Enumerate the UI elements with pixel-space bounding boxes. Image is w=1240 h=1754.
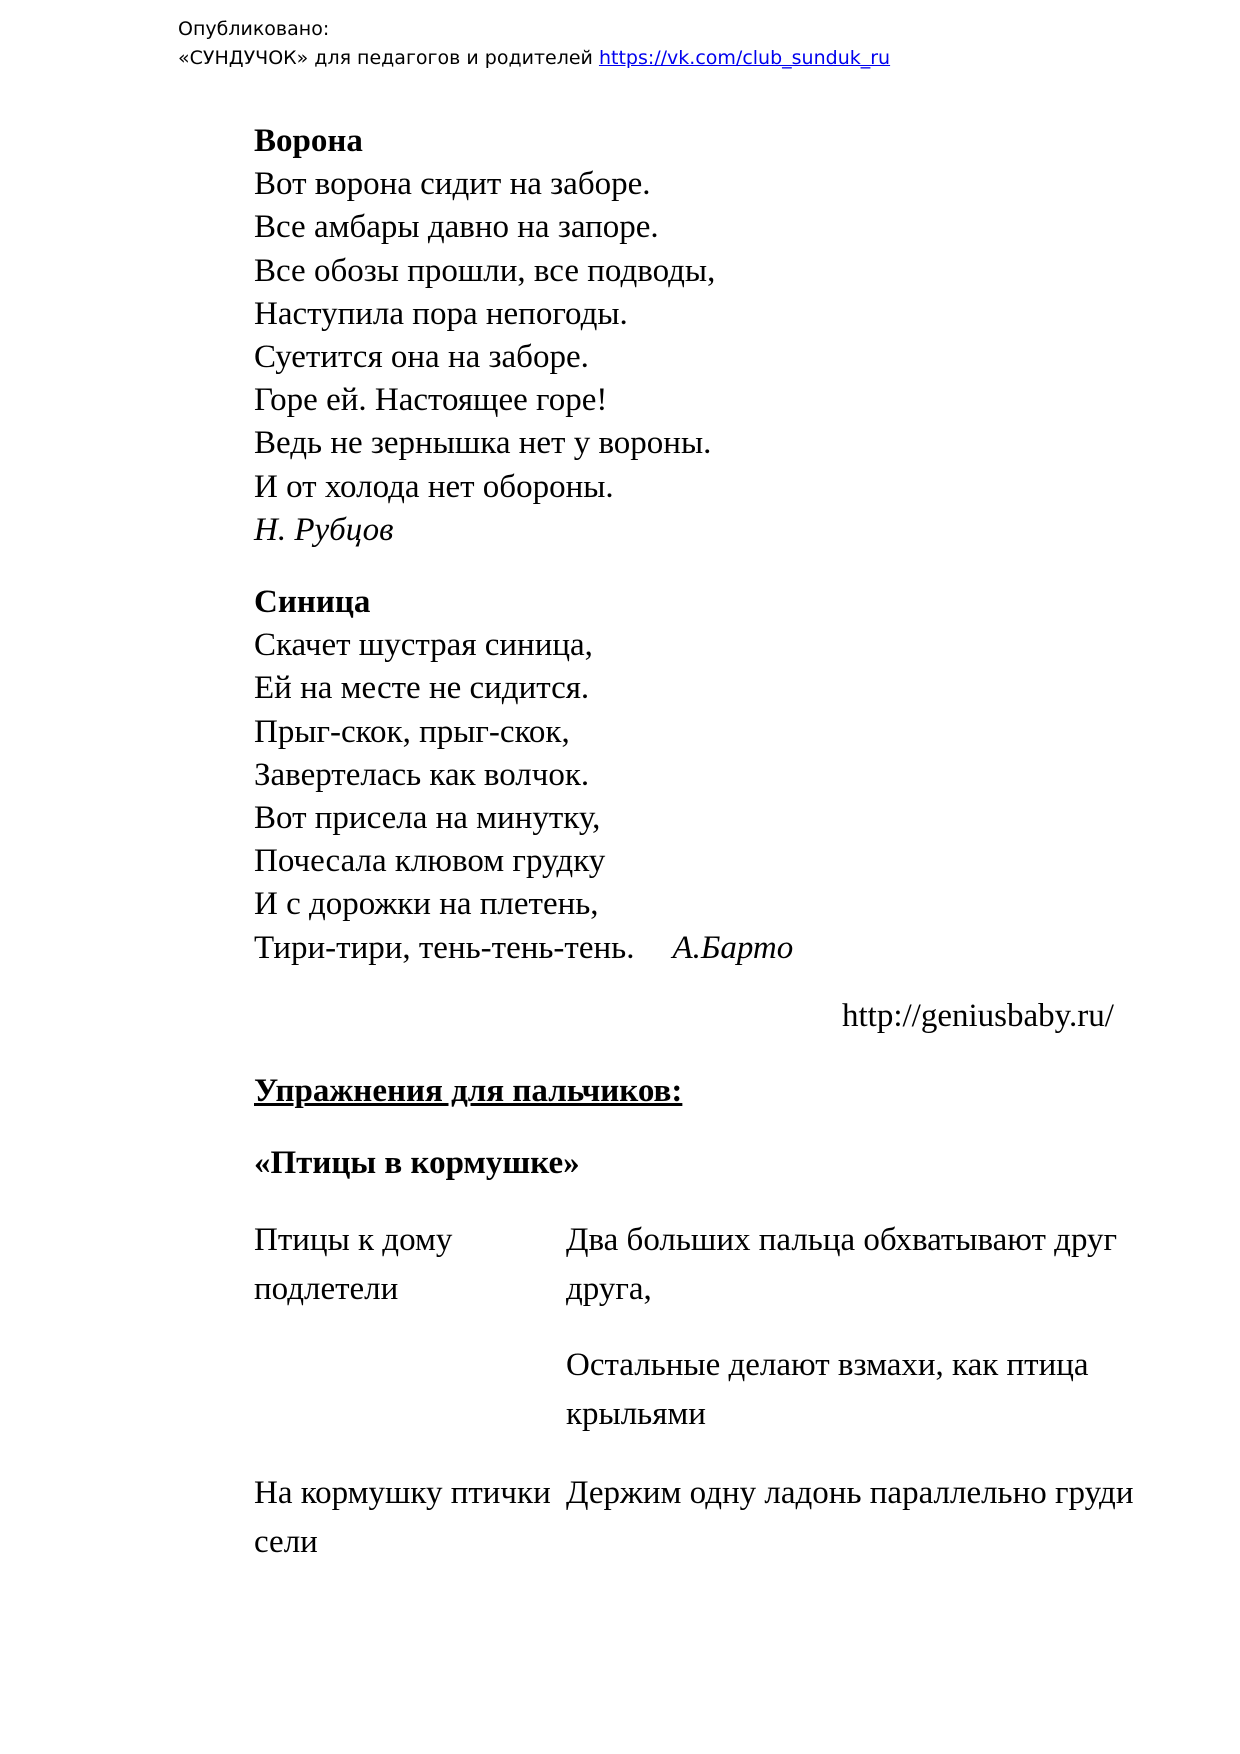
poem-last-line-with-author: [254, 927, 793, 970]
publisher-line: [178, 44, 890, 73]
exercise-actions: [566, 1216, 1166, 1439]
poem-line: Вот присела на минутку,: [254, 800, 601, 837]
published-label: Опубликовано:: [178, 18, 330, 40]
publisher-text: «СУНДУЧОК» для педагогов и родителей: [178, 47, 599, 69]
poem-line: Завертелась как волчок.: [254, 756, 590, 793]
exercise-actions: [566, 1469, 1166, 1518]
poem-line: Прыг-скок, прыг-скок,: [254, 713, 570, 750]
poem-line: Скачет шустрая синица,: [254, 627, 593, 664]
exercise-action: Два больших пальца обхватывают друг друга,: [566, 1222, 1118, 1307]
poem-line: И от холода нет обороны.: [254, 468, 614, 505]
exercise-phrase: Птицы к дому подлетели: [254, 1222, 453, 1307]
poem-line: Суетится она на заборе.: [254, 339, 589, 376]
poem-line: Все амбары давно на запоре.: [254, 209, 659, 246]
poem-line: И с дорожки на плетень,: [254, 886, 599, 923]
exercise-action: Держим одну ладонь параллельно груди: [566, 1475, 1134, 1511]
publication-header: [178, 15, 890, 73]
publisher-link[interactable]: https://vk.com/club_sunduk_ru: [598, 47, 891, 69]
poem-title: Ворона: [254, 123, 363, 159]
poem-author: Н. Рубцов: [254, 511, 394, 548]
poem-line: Все обозы прошли, все подводы,: [254, 252, 716, 289]
poem-line: Вот ворона сидит на заборе.: [254, 166, 651, 203]
exercise-title: «Птицы в кормушке»: [254, 1145, 580, 1181]
source-url: http://geniusbaby.ru/: [842, 998, 1114, 1034]
exercise-phrase: На кормушку птички сели: [254, 1475, 551, 1560]
poem-line: Наступила пора непогоды.: [254, 295, 628, 332]
exercise-action: Остальные делают взмахи, как птица крыльями: [566, 1347, 1089, 1432]
poem-line: Почесала клювом грудку: [254, 843, 606, 880]
poem-crow: [254, 120, 715, 552]
exercises-heading: Упражнения для пальчиков:: [254, 1073, 683, 1109]
poem-title: Синица: [254, 584, 371, 620]
poem-line: Горе ей. Настоящее горе!: [254, 382, 608, 419]
poem-line: Ей на месте не сидится.: [254, 670, 590, 707]
poem-line: Ведь не зернышка нет у вороны.: [254, 425, 712, 462]
poem-line: Тири-тири, тень-тень-тень.: [254, 929, 635, 966]
poem-author: А.Барто: [672, 929, 794, 966]
poem-tit: [254, 581, 793, 970]
